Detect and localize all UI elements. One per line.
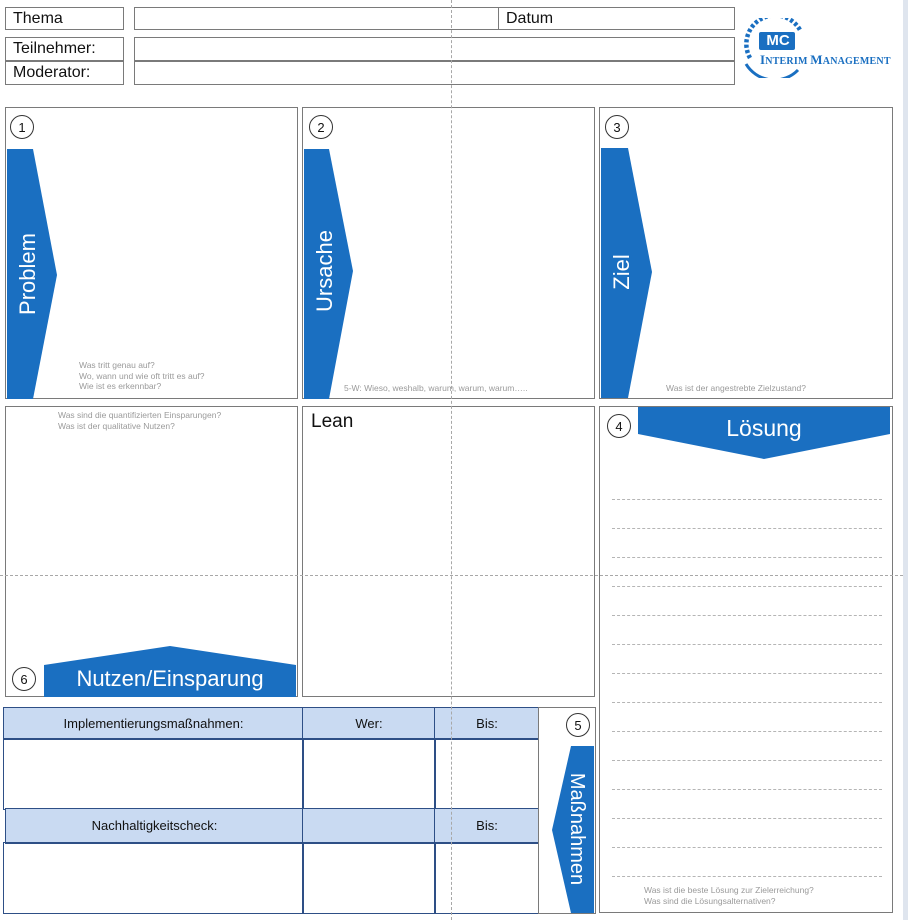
- check-wer-header: [302, 808, 436, 844]
- massnahmen-title: Maßnahmen: [566, 772, 588, 886]
- teilnehmer-field[interactable]: [134, 37, 735, 61]
- check-bis-cell[interactable]: [434, 842, 540, 914]
- logo-initial-1: I: [760, 52, 766, 67]
- loesung-line: [612, 499, 882, 500]
- nutzen-hints: [58, 410, 221, 431]
- logo: [742, 18, 902, 86]
- lean-title: Lean: [311, 411, 354, 432]
- right-edge-bar: [903, 0, 908, 920]
- loesung-title: Lösung: [726, 415, 802, 441]
- ursache-number: 2: [309, 115, 333, 139]
- massnahmen-number: 5: [566, 713, 590, 737]
- loesung-line: [612, 876, 882, 877]
- loesung-line: [612, 818, 882, 819]
- lean-panel[interactable]: [302, 406, 595, 697]
- problem-hints: [79, 360, 205, 392]
- problem-title: Problem: [15, 233, 40, 315]
- nutzen-hint-1: Was sind die quantifizierten Einsparungen?: [58, 410, 222, 420]
- moderator-label-box: [5, 61, 124, 85]
- impl-wer-cell[interactable]: [302, 738, 436, 810]
- problem-hint-2: Wo, wann und wie oft tritt es auf?: [79, 370, 205, 381]
- loesung-line: [612, 557, 882, 558]
- nutzen-panel[interactable]: [5, 406, 298, 697]
- loesung-line: [612, 673, 882, 674]
- check-header: Nachhaltigkeitscheck:: [5, 808, 304, 844]
- loesung-line: [612, 644, 882, 645]
- datum-label: Datum: [506, 10, 554, 27]
- fold-guide-horizontal: [0, 575, 908, 576]
- logo-rest-1: NTERIM: [765, 56, 808, 67]
- thema-field[interactable]: [134, 7, 500, 30]
- check-cell[interactable]: [3, 842, 304, 914]
- nutzen-title: Nutzen/Einsparung: [76, 666, 264, 691]
- loesung-line: [612, 702, 882, 703]
- datum-field[interactable]: [498, 7, 735, 30]
- loesung-line: [612, 847, 882, 848]
- loesung-line: [612, 586, 882, 587]
- loesung-line: [612, 528, 882, 529]
- impl-cell[interactable]: [3, 738, 304, 810]
- ziel-panel[interactable]: [599, 107, 893, 399]
- loesung-hint-1: Was ist die beste Lösung zur Zielerreichung?: [644, 885, 814, 895]
- ziel-number: 3: [605, 115, 629, 139]
- loesung-hint-2: Was sind die Lösungsalternativen?: [644, 895, 776, 906]
- ursache-hint: 5-W: Wieso, weshalb, warum, warum, warum…..: [344, 383, 528, 393]
- ziel-hint: Was ist der angestrebte Zielzustand?: [666, 383, 807, 393]
- wer-header: Wer:: [302, 707, 436, 740]
- teilnehmer-label-box: [5, 37, 124, 61]
- moderator-label: Moderator:: [13, 64, 91, 81]
- nutzen-number: 6: [12, 667, 36, 691]
- loesung-line: [612, 731, 882, 732]
- teilnehmer-label: Teilnehmer:: [13, 40, 96, 57]
- ziel-title: Ziel: [609, 254, 634, 290]
- thema-label-box: [5, 7, 124, 30]
- loesung-number: 4: [607, 414, 631, 438]
- logo-rest-2: ANAGEMENT: [822, 56, 891, 67]
- problem-hint-1: Was tritt genau auf?: [79, 360, 155, 370]
- fold-guide-vertical: [451, 0, 452, 920]
- problem-number: 1: [10, 115, 34, 139]
- problem-panel[interactable]: [5, 107, 298, 399]
- loesung-line: [612, 760, 882, 761]
- loesung-line: [612, 615, 882, 616]
- problem-hint-3: Wie ist es erkennbar?: [79, 381, 162, 391]
- logo-initial-2: M: [810, 52, 823, 67]
- check-wer-cell[interactable]: [302, 842, 436, 914]
- bis-header: Bis:: [434, 707, 540, 740]
- ursache-panel[interactable]: [302, 107, 595, 399]
- loesung-panel[interactable]: [599, 406, 893, 913]
- logo-text: [760, 52, 891, 68]
- thema-label: Thema: [13, 10, 63, 27]
- impl-bis-cell[interactable]: [434, 738, 540, 810]
- loesung-hints: [644, 885, 814, 906]
- check-bis-header: Bis:: [434, 808, 540, 844]
- ursache-title: Ursache: [312, 230, 337, 312]
- nutzen-hint-2: Was ist der qualitative Nutzen?: [58, 420, 175, 431]
- massnahmen-panel[interactable]: [538, 707, 596, 914]
- logo-mark-text: MC: [766, 32, 790, 49]
- loesung-line: [612, 789, 882, 790]
- moderator-field[interactable]: [134, 61, 735, 85]
- impl-header: Implementierungsmaßnahmen:: [3, 707, 304, 740]
